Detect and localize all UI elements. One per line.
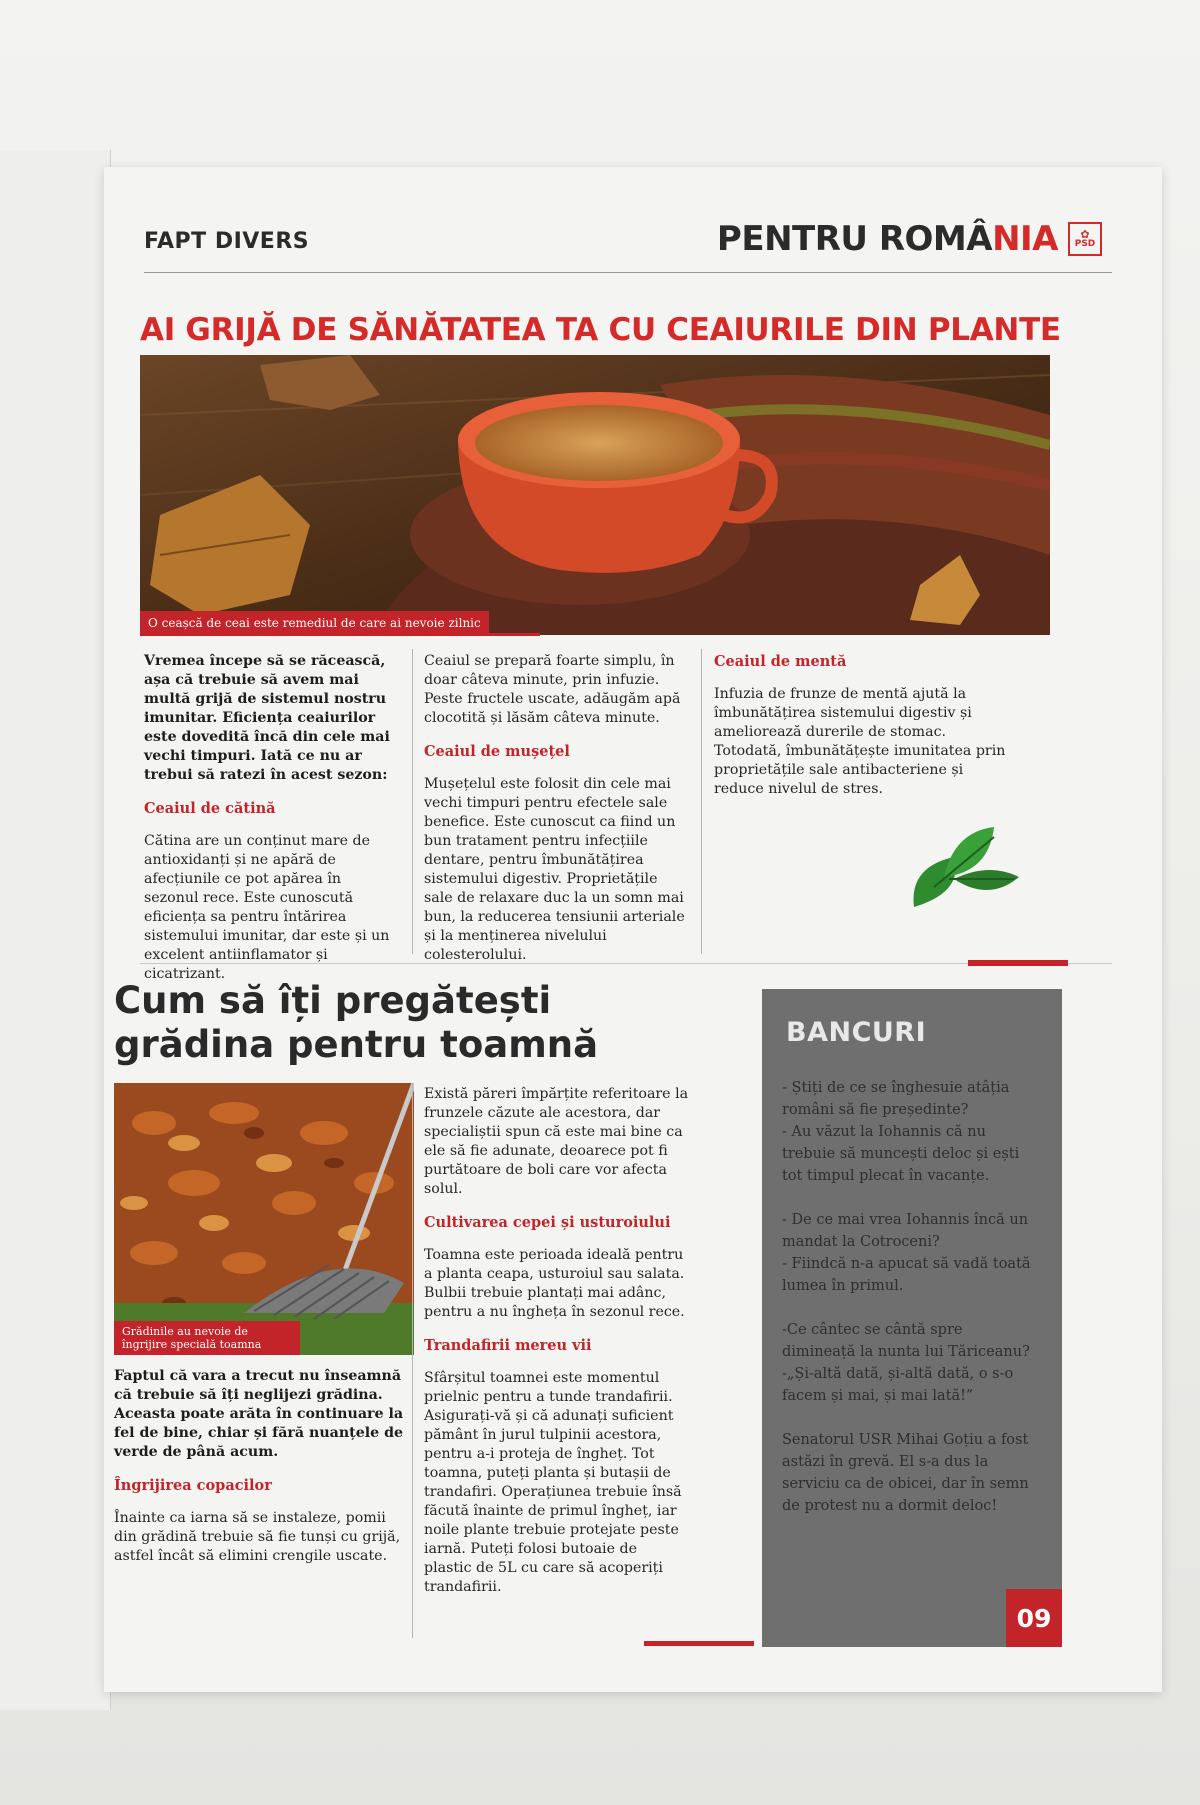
subhead-ceapa: Cultivarea cepei și usturoiului: [424, 1214, 671, 1231]
jokes-list: [782, 1077, 1040, 1539]
article-headline: AI GRIJĂ DE SĂNĂTATEA TA CU CEAIURILE DIN PLANTE: [140, 312, 1061, 348]
psd-badge-label: PSD: [1074, 239, 1096, 249]
garden-leaves-photo: [114, 1083, 414, 1355]
garden-headline-line-2: grădina pentru toamnă: [114, 1023, 599, 1066]
article1-paragraph-musetel: Mușețelul este folosit din cele mai vechi timpuri pentru efectele sale benefice. Este cunoscut ca fiind un bun tratament pentru infecțiile dentare, pentru îmbunătățirea sistemului digestiv. Proprietățile sale de relaxare duc la un somn mai bun, la reducerea tensiunii arteriale și la menținerea nivelului colesterolului.: [424, 776, 685, 963]
rake-leaves-illustration: [114, 1083, 414, 1355]
column-divider: [412, 649, 413, 954]
joke-1: - Știți de ce se înghesuie atâția români să fie președinte? - Au văzut la Iohannis că nu trebuie să muncești deloc și ești tot timpul plecat în vacanțe.: [782, 1080, 1020, 1184]
column-divider: [412, 1083, 413, 1638]
article2-paragraph-trandafiri: Sfârșitul toamnei este momentul prielnic pentru a tunde trandafirii. Asigurați-vă și că adunați suficient pământ în jurul tulpinii acestora, pentru a-i proteja de îngheț. Tot toamna, puteți planta și butașii de trandafiri. Operațiunea trebuie însă făcută înainte de primul îngheț, iar noile plante trebuie protejate peste iarnă. Puteți folosi butoaie de plastic de 5L cu care să acoperiți trandafirii.: [424, 1370, 682, 1595]
article2-column-2: [424, 1085, 689, 1611]
subhead-musetel: Ceaiul de mușețel: [424, 743, 570, 760]
jokes-title: BANCURI: [786, 1017, 927, 1048]
psd-rose-icon: ✿ PSD: [1068, 222, 1102, 256]
page-number: 09: [1006, 1589, 1062, 1647]
garden-headline: [114, 979, 598, 1067]
header-divider: [144, 272, 1112, 273]
section-divider: [140, 963, 1112, 964]
image-caption: O ceașcă de ceai este remediul de care ai nevoie zilnic: [140, 611, 489, 635]
subhead-menta: Ceaiul de mentă: [714, 653, 847, 670]
joke-3: -Ce cântec se cântă spre dimineață la nunta lui Tăriceanu? -„Și-altă dată, și-altă dată, o s-o facem și mai, și mai lată!”: [782, 1322, 1030, 1404]
article2-lead: Faptul că vara a trecut nu înseamnă că trebuie să îți neglijezi grădina. Aceasta poate arăta în continuare la fel de bine, chiar și fără nuanțele de verde de până acum.: [114, 1368, 404, 1460]
image-caption: Grădinile au nevoie de îngrijire specială toamna: [114, 1321, 300, 1355]
column-divider: [701, 649, 702, 954]
article1-paragraph-menta: Infuzia de frunze de mentă ajută la îmbunătățirea sistemului digestiv și ameliorează durerile de stomac. Totodată, îmbunătățește imunitatea prin proprietățile sale antibacteriene și reduce nivelul de stres.: [714, 686, 1006, 797]
mint-leaf-icon: [894, 817, 1024, 927]
newspaper-page: [104, 167, 1162, 1692]
article1-column-3: [714, 652, 1014, 813]
article1-paragraph-preparation: Ceaiul se prepară foarte simplu, în doar câteva minute, prin infuzie. Peste fructele uscate, adăugăm apă clocotită și lăsăm câteva minute.: [424, 653, 681, 726]
article2-paragraph-frunze: Există păreri împărțite referitoare la frunzele căzute ale acestora, dar specialiștii spun că este mai bine ca ele să fie adunate, deoarece pot fi purtătoare de boli care vor afecta solul.: [424, 1086, 689, 1197]
tea-cup-photo: [140, 355, 1050, 635]
section-label: FAPT DIVERS: [144, 229, 310, 254]
joke-2: - De ce mai vrea Iohannis încă un mandat la Cotroceni? - Fiindcă n-a apucat să vadă toată lumea în primul.: [782, 1212, 1031, 1294]
article2-paragraph-copaci: Înainte ca iarna să se instaleze, pomii din grădină trebuie să fie tunși cu grijă, astfel încât să elimini crengile uscate.: [114, 1510, 401, 1564]
logo-text-red: NIA: [992, 219, 1058, 259]
article1-column-1: [144, 652, 400, 998]
article2-paragraph-ceapa: Toamna este perioada ideală pentru a planta ceapa, usturoiul sau salata. Bulbii trebuie plantați mai adânc, pentru a nu îngheța în sezonul rece.: [424, 1247, 685, 1320]
caption-accent-bar: [140, 633, 540, 636]
jokes-box: [762, 989, 1062, 1647]
article1-paragraph-catina: Cătina are un conținut mare de antioxidanți și ne apără de afecțiunile ce pot apărea în sezonul rece. Este cunoscută eficiența sa pentru întărirea sistemului imunitar, dar este și un excelent antiinflamator și cicatrizant.: [144, 833, 390, 982]
tea-cup-illustration: [140, 355, 1050, 635]
logo-text-dark: PENTRU ROMÂ: [716, 219, 993, 259]
accent-bar: [644, 1641, 754, 1646]
article1-lead: Vremea începe să se răcească, așa că trebuie să avem mai multă grijă de sistemul nostru imunitar. Eficiența ceaiurilor este dovedită încă din cele mai vechi timpuri. Iată ce nu ar trebui să ratezi în acest sezon:: [144, 653, 390, 783]
previous-page-edge: [0, 150, 111, 1710]
garden-headline-line-1: Cum să îți pregătești: [114, 979, 552, 1022]
accent-bar: [968, 960, 1068, 966]
subhead-catina: Ceaiul de cătină: [144, 800, 276, 817]
subhead-trandafiri: Trandafirii mereu vii: [424, 1337, 592, 1354]
logo-text: [717, 219, 1058, 259]
joke-4: Senatorul USR Mihai Goțiu a fost astăzi în grevă. El s-a dus la serviciu ca de obicei, dar în semn de protest nu a dormit deloc!: [782, 1432, 1029, 1514]
article1-column-2: [424, 652, 689, 979]
publication-logo: [717, 219, 1102, 259]
subhead-copaci: Îngrijirea copacilor: [114, 1477, 272, 1494]
article2-column-1: [114, 1367, 404, 1580]
